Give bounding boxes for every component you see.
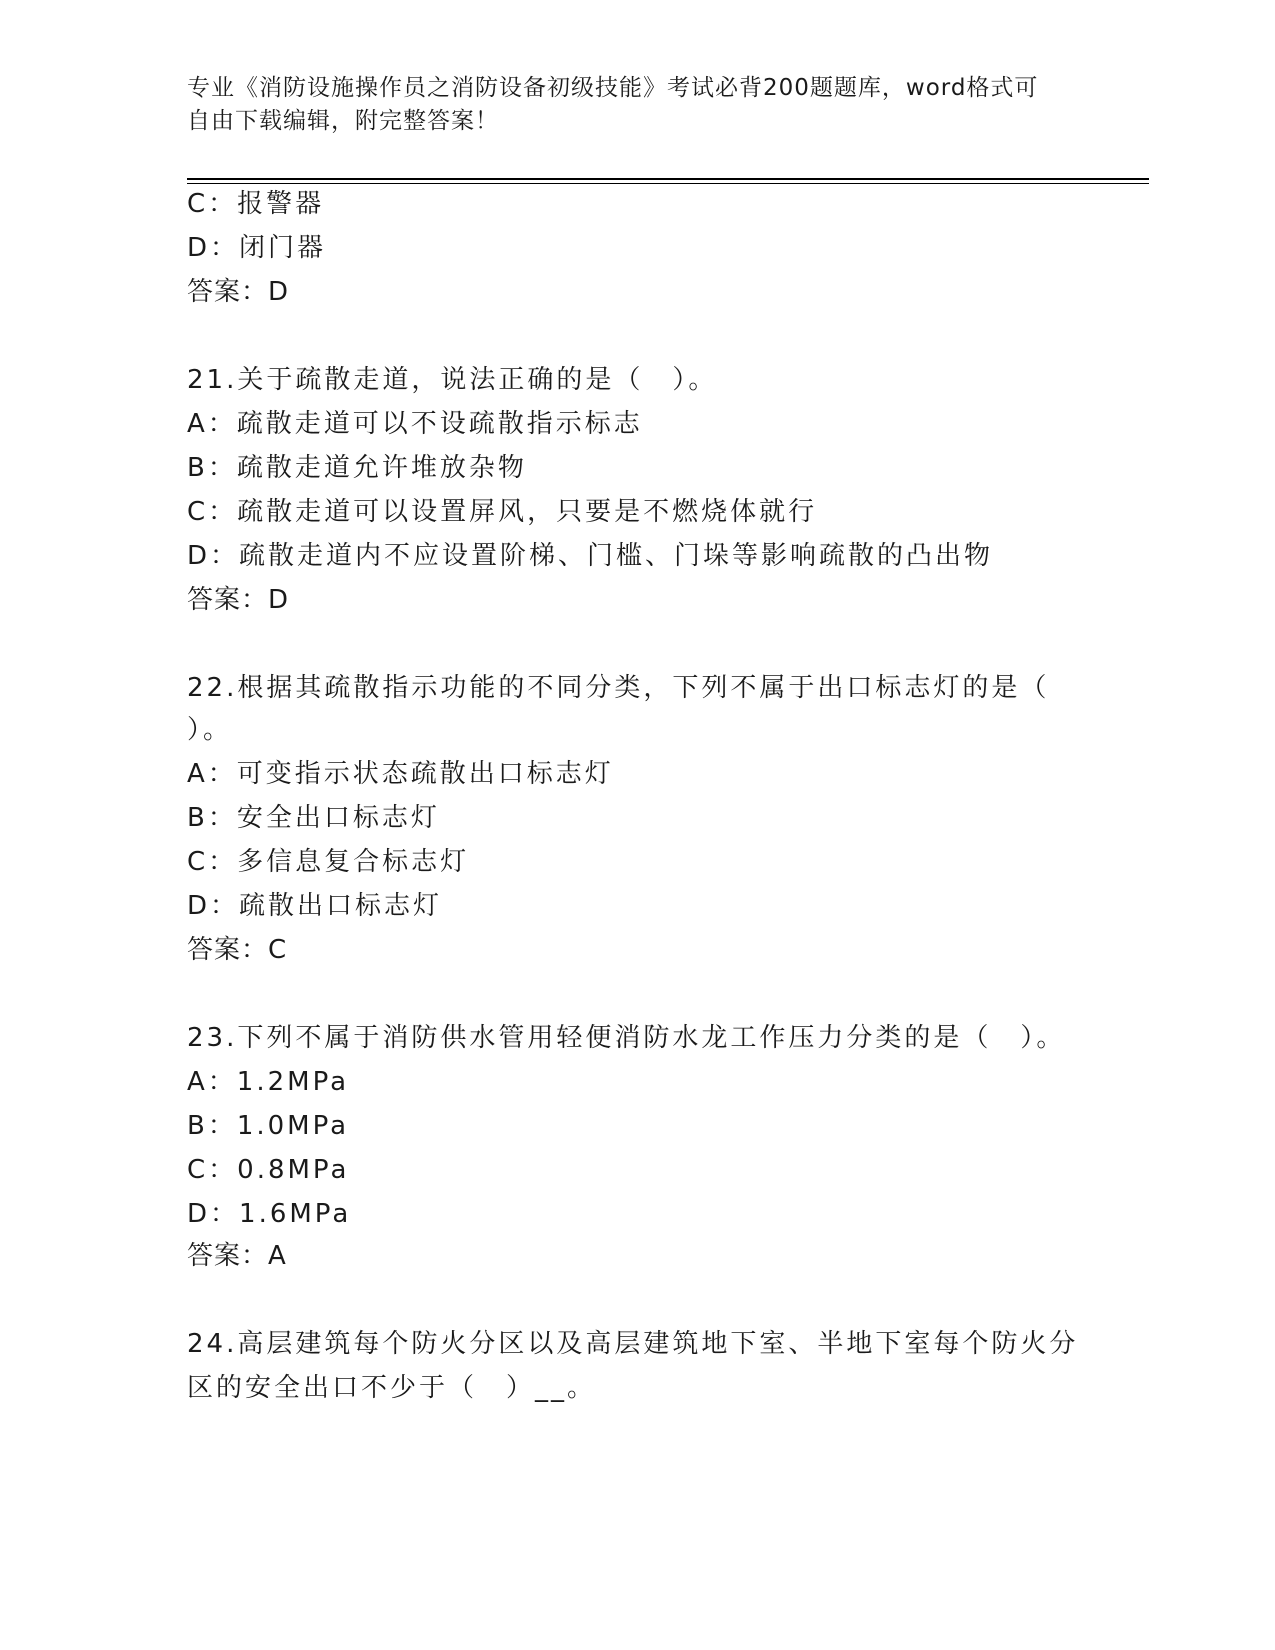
q22-stem-line-1: 22.根据其疏散指示功能的不同分类，下列不属于出口标志灯的是（ bbox=[187, 673, 1050, 703]
q23-stem: 23.下列不属于消防供水管用轻便消防水龙工作压力分类的是（ ）。 bbox=[187, 1023, 1066, 1053]
q21-option-c: C：疏散走道可以设置屏风，只要是不燃烧体就行 bbox=[187, 497, 818, 527]
header-divider-thick bbox=[187, 178, 1149, 180]
q23-option-a: A：1.2MPa bbox=[187, 1067, 350, 1097]
q22-option-b: B：安全出口标志灯 bbox=[187, 803, 440, 833]
prev-option-c: C：报警器 bbox=[187, 189, 325, 219]
q23-option-c: C：0.8MPa bbox=[187, 1155, 350, 1185]
document-header bbox=[187, 72, 1067, 138]
q21-option-b: B：疏散走道允许堆放杂物 bbox=[187, 453, 527, 483]
prev-answer: 答案：D bbox=[187, 277, 290, 307]
q23-option-d: D：1.6MPa bbox=[187, 1199, 352, 1229]
q23-option-b: B：1.0MPa bbox=[187, 1111, 350, 1141]
q23-answer: 答案：A bbox=[187, 1241, 287, 1271]
header-line-2: 自由下载编辑，附完整答案！ bbox=[187, 108, 499, 134]
header-divider-thin bbox=[187, 183, 1149, 184]
q21-stem: 21.关于疏散走道，说法正确的是（ ）。 bbox=[187, 365, 718, 395]
q22-option-c: C：多信息复合标志灯 bbox=[187, 847, 470, 877]
q22-option-a: A：可变指示状态疏散出口标志灯 bbox=[187, 759, 614, 789]
header-line-1: 专业《消防设施操作员之消防设备初级技能》考试必背200题题库，word格式可 bbox=[187, 75, 1039, 101]
q22-stem-line-2: ）。 bbox=[187, 715, 233, 745]
q24-stem-line-1: 24.高层建筑每个防火分区以及高层建筑地下室、半地下室每个防火分 bbox=[187, 1329, 1079, 1359]
q21-answer: 答案：D bbox=[187, 585, 290, 615]
q21-option-d: D：疏散走道内不应设置阶梯、门槛、门垛等影响疏散的凸出物 bbox=[187, 541, 994, 571]
q22-option-d: D：疏散出口标志灯 bbox=[187, 891, 443, 921]
q24-stem-line-2: 区的安全出口不少于（ ）__。 bbox=[187, 1373, 597, 1403]
q21-option-a: A：疏散走道可以不设疏散指示标志 bbox=[187, 409, 643, 439]
prev-option-d: D：闭门器 bbox=[187, 233, 327, 263]
q22-answer: 答案：C bbox=[187, 935, 288, 965]
